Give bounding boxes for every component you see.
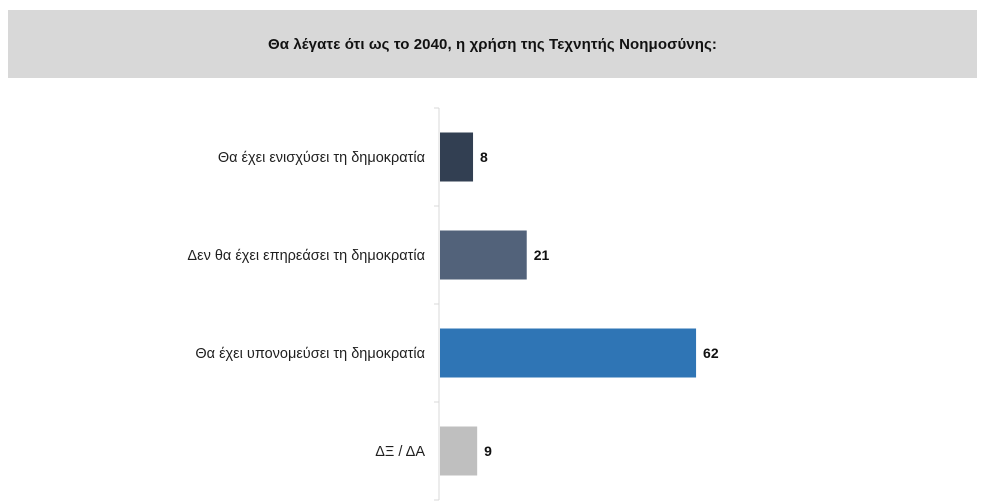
category-label: ΔΞ / ΔΑ [375, 444, 425, 460]
bar [440, 231, 527, 280]
bar [440, 427, 477, 476]
data-label: 9 [484, 443, 492, 459]
bar [440, 329, 696, 378]
bar [440, 133, 473, 182]
data-label: 21 [533, 247, 550, 263]
data-label: 8 [480, 149, 488, 165]
category-label: Θα έχει υπονομεύσει τη δημοκρατία [195, 346, 425, 362]
data-label: 62 [703, 345, 719, 361]
category-label: Δεν θα έχει επηρεάσει τη δημοκρατία [187, 248, 425, 264]
category-label: Θα έχει ενισχύσει τη δημοκρατία [217, 150, 425, 166]
chart-title: Θα λέγατε ότι ως το 2040, η χρήση της Τεχνητής Νοημοσύνης: [268, 35, 717, 53]
